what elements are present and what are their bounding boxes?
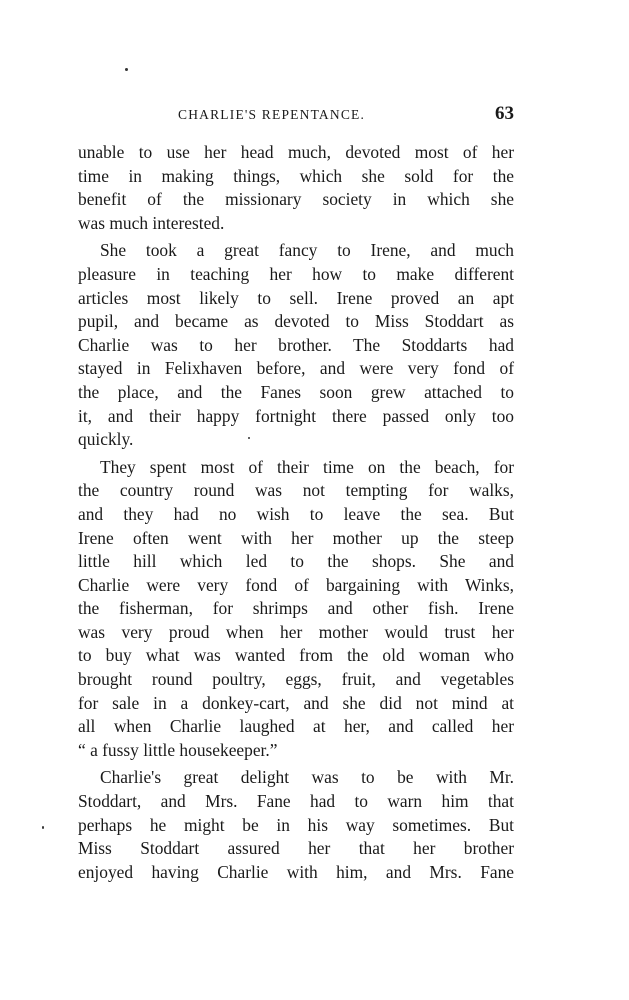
text-line: Stoddart, and Mrs. Fane had to warn him that xyxy=(78,791,514,812)
text-line: unable to use her head much, devoted most of her xyxy=(78,142,514,162)
text-line: time in making things, which she sold for the xyxy=(78,165,514,186)
body-text xyxy=(78,141,514,884)
text-line: She took a great fancy to Irene, and much xyxy=(100,240,514,261)
text-line: benefit of the missionary society in which she xyxy=(78,189,514,210)
running-title: CHARLIE'S REPENTANCE. xyxy=(178,107,366,122)
text-line: Charlie was to her brother. The Stoddarts had xyxy=(78,334,514,355)
text-line: articles most likely to sell. Irene proved an apt xyxy=(78,287,514,308)
paragraph xyxy=(78,456,514,763)
text-line: quickly. xyxy=(78,429,134,450)
text-line: to buy what was wanted from the old woman who xyxy=(78,645,514,666)
print-speck xyxy=(125,68,128,71)
text-line: and they had no wish to leave the sea. But xyxy=(78,503,514,524)
text-line: was much interested. xyxy=(78,212,225,233)
text-line: the place, and the Fanes soon grew attached to xyxy=(78,381,514,402)
text-line: it, and their happy fortnight there passed only too xyxy=(78,405,514,426)
text-line: They spent most of their time on the beach, for xyxy=(100,456,514,477)
text-line: for sale in a donkey-cart, and she did not mind at xyxy=(78,692,514,713)
text-line: pupil, and became as devoted to Miss Stoddart as xyxy=(78,311,514,332)
text-line: the fisherman, for shrimps and other fish. Irene xyxy=(78,598,514,619)
text-line: perhaps he might be in his way sometimes. But xyxy=(78,814,514,835)
text-line: stayed in Felixhaven before, and were very fond of xyxy=(78,358,514,379)
text-line: Miss Stoddart assured her that her brother xyxy=(78,838,514,859)
text-line: brought round poultry, eggs, fruit, and vegetables xyxy=(78,669,514,690)
paragraph xyxy=(78,141,514,235)
text-line: all when Charlie laughed at her, and called her xyxy=(78,716,514,737)
text-line: “ a fussy little housekeeper.” xyxy=(78,739,278,760)
text-line: little hill which led to the shops. She and xyxy=(78,551,514,572)
print-speck xyxy=(42,826,44,829)
text-line: Charlie were very fond of bargaining with Winks, xyxy=(78,574,514,595)
text-line: the country round was not tempting for walks, xyxy=(78,480,514,501)
text-line: Irene often went with her mother up the steep xyxy=(78,527,514,548)
text-line: enjoyed having Charlie with him, and Mrs. Fane xyxy=(78,861,514,882)
paragraph xyxy=(78,239,514,451)
text-line: Charlie's great delight was to be with Mr. xyxy=(100,767,514,788)
paragraph xyxy=(78,766,514,884)
running-head xyxy=(78,103,514,127)
text-line: pleasure in teaching her how to make different xyxy=(78,263,514,284)
text-line: was very proud when her mother would trust her xyxy=(78,621,514,642)
page-number: 63 xyxy=(495,103,514,124)
